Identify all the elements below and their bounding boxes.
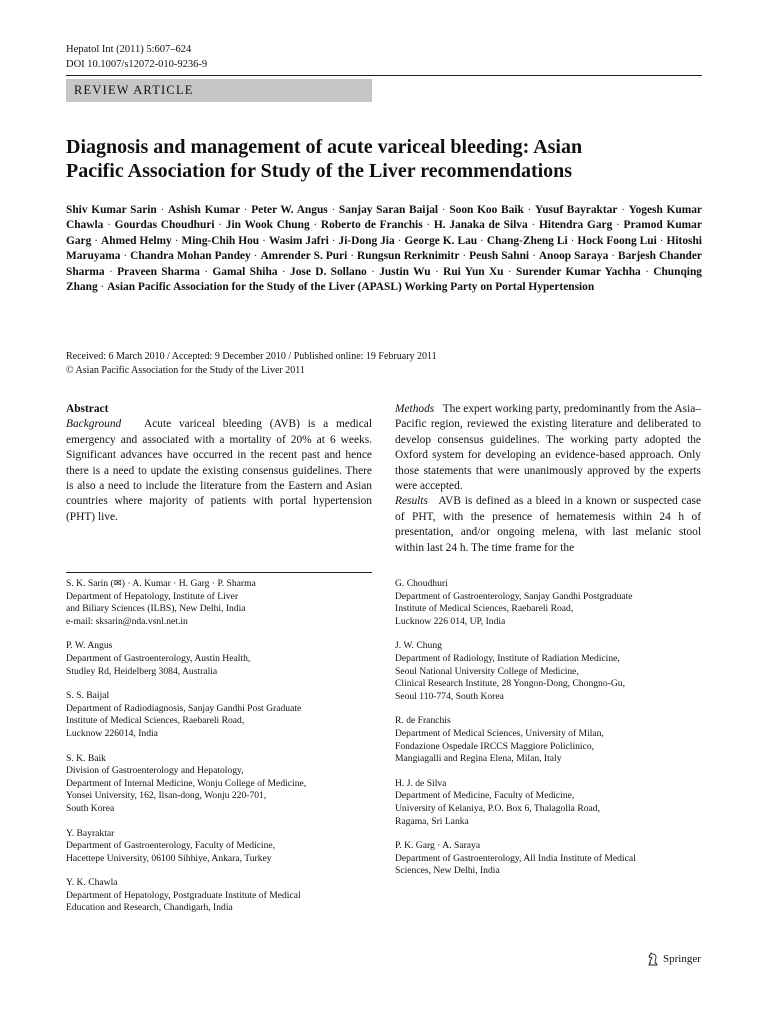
affiliation-block <box>66 690 376 740</box>
affiliation-names: Y. K. Chawla <box>66 877 118 889</box>
methods-text: The expert working party, predominantly from the Asia–Pacific region, reviewed the existing literature and deliberated to develop consensus guidelines. The working party adopted the Oxford system for developing an evidence-based approach. Only those statements that were unanimously approved by the experts were accepted. <box>395 403 701 493</box>
affiliation-names: R. de Franchis <box>395 715 451 727</box>
article-history <box>66 350 437 378</box>
affiliation-block <box>66 753 376 816</box>
author-separator: · <box>612 219 624 232</box>
author-name: Peush Sahni <box>469 250 530 263</box>
author-name: Rungsun Rerknimitr <box>357 250 460 263</box>
author-name: Chandra Mohan Pandey <box>130 250 251 263</box>
affiliation-names: J. W. Chung <box>395 640 442 652</box>
author-name: Roberto de Franchis <box>320 219 423 232</box>
journal-citation: Hepatol Int (2011) 5:607–624 <box>66 44 192 55</box>
author-separator: · <box>347 250 358 263</box>
email-link[interactable]: e-mail: sksarin@nda.vsnl.net.in <box>66 615 188 627</box>
doi[interactable]: DOI 10.1007/s12072-010-9236-9 <box>66 59 208 70</box>
author-name: Chunqing Zhang <box>66 265 702 294</box>
author-separator: · <box>91 234 102 247</box>
header-rule <box>66 75 702 76</box>
author-name: Jin Wook Chung <box>225 219 310 232</box>
affiliation-line: Department of Gastroenterology, Austin Health, <box>66 652 251 664</box>
author-separator: · <box>250 250 261 263</box>
history-dates: Received: 6 March 2010 / Accepted: 9 December 2010 / Published online: 19 February 2011 <box>66 351 437 362</box>
author-separator: · <box>104 265 118 278</box>
author-name: Ahmed Helmy <box>101 234 172 247</box>
author-name: Soon Koo Baik <box>449 204 524 216</box>
abstract-methods <box>395 402 701 494</box>
abstract-left-column <box>66 402 372 525</box>
author-name: H. Janaka de Silva <box>433 219 528 232</box>
author-separator: · <box>309 219 321 232</box>
affiliation-block <box>395 840 705 878</box>
affiliation-line: Sciences, New Delhi, India <box>395 865 500 877</box>
author-separator: · <box>277 265 290 278</box>
author-separator: · <box>459 250 470 263</box>
author-separator: · <box>103 219 115 232</box>
results-label: Results <box>395 495 428 508</box>
author-name: Ashish Kumar <box>167 204 241 216</box>
affiliation-line: Department of Medical Sciences, University of Milan, <box>395 727 604 739</box>
author-name: Amrender S. Puri <box>260 250 348 263</box>
affiliation-line: Fondazione Ospedale IRCCS Maggiore Policlinico, <box>395 740 595 752</box>
affiliation-line: and Biliary Sciences (ILBS), New Delhi, India <box>66 603 246 615</box>
affiliation-line: Department of Gastroenterology, All India Institute of Medical <box>395 852 636 864</box>
affiliation-line: Department of Gastroenterology, Sanjay Gandhi Postgraduate <box>395 590 633 602</box>
affiliation-names: H. J. de Silva <box>395 777 447 789</box>
affiliation-line: Department of Medicine, Faculty of Medicine, <box>395 790 575 802</box>
results-text: AVB is defined as a bleed in a known or suspected case of PHT, with the presence of hematemesis within 24 h of presentation, and/or ongoing melena, with last melanic stool within last 24 h. The time frame for the <box>395 495 701 554</box>
affiliation-line: Department of Hepatology, Postgraduate Institute of Medical <box>66 889 301 901</box>
author-separator: · <box>527 219 539 232</box>
abstract-results <box>395 494 701 556</box>
article-title <box>66 135 716 183</box>
author-separator: · <box>503 265 517 278</box>
affiliation-block <box>395 715 705 765</box>
author-separator: · <box>366 265 380 278</box>
author-name: Hock Foong Lui <box>577 234 657 247</box>
author-name: Anoop Saraya <box>538 250 609 263</box>
article-type-label: REVIEW ARTICLE <box>74 83 194 97</box>
author-separator: · <box>259 234 269 247</box>
author-name: Rui Yun Xu <box>443 265 504 278</box>
author-separator: · <box>422 219 434 232</box>
affiliation-line: South Korea <box>66 802 115 814</box>
author-separator: · <box>171 234 182 247</box>
affiliation-names: Y. Bayraktar <box>66 827 115 839</box>
affiliation-rule <box>66 572 372 573</box>
author-separator: · <box>529 250 539 263</box>
author-separator: · <box>430 265 444 278</box>
affiliation-line: Department of Internal Medicine, Wonju College of Medicine, <box>66 777 307 789</box>
author-name: Barjesh Chander Sharma <box>66 250 702 278</box>
affiliation-block <box>66 877 376 915</box>
affiliation-names: S. S. Baijal <box>66 690 110 702</box>
affiliation-names: G. Choudhuri <box>395 578 448 589</box>
author-name: Peter W. Angus <box>251 204 328 216</box>
affiliation-line: Institute of Medical Sciences, Raebareli Road, <box>395 603 574 615</box>
author-name: Gamal Shiha <box>212 265 278 278</box>
author-name: Shiv Kumar Sarin <box>66 204 157 216</box>
author-name: Yogesh Kumar Chawla <box>66 204 702 232</box>
author-separator: · <box>567 234 578 247</box>
affiliation-line: Education and Research, Chandigarh, India <box>66 902 233 914</box>
abstract-right-column <box>395 402 701 556</box>
author-name: Surender Kumar Yachha <box>516 265 641 278</box>
author-separator: · <box>608 250 619 263</box>
author-name: Ji-Dong Jia <box>338 234 395 247</box>
author-name: Praveen Sharma <box>117 265 200 278</box>
author-name: Justin Wu <box>379 265 431 278</box>
affiliation-names: P. W. Angus <box>66 640 113 652</box>
author-separator: · <box>523 204 536 216</box>
author-name: Pramod Kumar Garg <box>66 219 702 247</box>
author-name: Asian Pacific Association for the Study of the Liver (APASL) Working Party on Portal Hypertension <box>107 281 595 294</box>
abstract-background <box>66 417 372 525</box>
affiliation-names: S. K. Sarin (✉) · A. Kumar · H. Garg · P. Sharma <box>66 578 256 589</box>
title-line: Pacific Association for Study of the Liver recommendations <box>66 160 573 182</box>
journal-header <box>66 42 207 72</box>
affiliation-line: Clinical Research Institute, 28 Yongon-Dong, Chongno-Gu, <box>395 678 625 690</box>
springer-logo <box>646 952 701 966</box>
author-separator: · <box>120 250 131 263</box>
author-separator: · <box>156 204 168 216</box>
author-separator: · <box>438 204 450 216</box>
author-name: Gourdas Choudhuri <box>114 219 215 232</box>
author-name: Yusuf Bayraktar <box>535 204 618 216</box>
affiliation-line: Mangiagalli and Regina Elena, Milan, Italy <box>395 753 562 765</box>
springer-knight-icon <box>646 952 660 966</box>
affiliation-line: Hacettepe University, 06100 Sihhiye, Ankara, Turkey <box>66 852 272 864</box>
author-name: George K. Lau <box>404 234 478 247</box>
author-separator: · <box>327 204 339 216</box>
abstract-heading: Abstract <box>66 403 109 415</box>
affiliation-line: Division of Gastroenterology and Hepatology, <box>66 765 244 777</box>
author-separator: · <box>199 265 213 278</box>
affiliation-block <box>395 778 705 828</box>
affiliations-right <box>395 578 705 890</box>
affiliation-names: S. K. Baik <box>66 752 106 764</box>
author-separator: · <box>640 265 654 278</box>
affiliation-line: Ragama, Sri Lanka <box>395 815 469 827</box>
article-type-band <box>66 79 372 102</box>
author-list <box>66 203 702 295</box>
affiliation-block <box>395 578 705 628</box>
publisher-name: Springer <box>663 953 701 965</box>
affiliation-line: Studley Rd, Heidelberg 3084, Australia <box>66 665 218 677</box>
author-name: Jose D. Sollano <box>290 265 367 278</box>
title-line: Diagnosis and management of acute variceal bleeding: Asian <box>66 136 583 158</box>
affiliation-line: Department of Radiology, Institute of Radiation Medicine, <box>395 652 620 664</box>
affiliation-line: Institute of Medical Sciences, Raebareli Road, <box>66 715 245 727</box>
background-text: Acute variceal bleeding (AVB) is a medical emergency and associated with a mortality of 20% at 6 weeks. Significant advances have occurred in the recent past and hence there is a need to update the existing consensus guidelines. There is also a need to include the literature from the Eastern and Asian countries where majority of patients with portal hypertension (PHT) live. <box>66 418 372 523</box>
author-name: Hitoshi Maruyama <box>66 234 702 263</box>
author-name: Wasim Jafri <box>268 234 329 247</box>
affiliation-line: Department of Hepatology, Institute of Liver <box>66 590 239 602</box>
copyright-line: © Asian Pacific Association for the Study of the Liver 2011 <box>66 365 305 376</box>
author-separator: · <box>214 219 226 232</box>
author-name: Hitendra Garg <box>538 219 613 232</box>
author-separator: · <box>394 234 405 247</box>
author-name: Sanjay Saran Baijal <box>338 204 439 216</box>
affiliation-line: Department of Gastroenterology, Faculty of Medicine, <box>66 840 276 852</box>
affiliation-block <box>66 640 376 678</box>
affiliation-line: Lucknow 226 014, UP, India <box>395 615 506 627</box>
author-separator: · <box>477 234 487 247</box>
affiliation-line: Department of Radiodiagnosis, Sanjay Gandhi Post Graduate <box>66 702 302 714</box>
affiliation-line: Seoul National University College of Medicine, <box>395 665 579 677</box>
affiliation-line: Lucknow 226014, India <box>66 727 158 739</box>
author-separator: · <box>240 204 252 216</box>
author-name: Ming-Chih Hou <box>181 234 260 247</box>
affiliation-line: Seoul 110-774, South Korea <box>395 690 504 702</box>
author-separator: · <box>656 234 667 247</box>
author-separator: · <box>328 234 339 247</box>
affiliation-line: Yonsei University, 162, Ilsan-dong, Wonju 220-701, <box>66 790 267 802</box>
methods-label: Methods <box>395 403 435 415</box>
author-separator: · <box>97 281 108 294</box>
affiliation-block <box>395 640 705 703</box>
author-name: Chang-Zheng Li <box>486 234 568 247</box>
affiliation-block <box>66 578 376 628</box>
background-label: Background <box>66 418 122 431</box>
author-separator: · <box>617 204 629 216</box>
affiliation-names: P. K. Garg · A. Saraya <box>395 840 481 852</box>
affiliation-block <box>66 828 376 866</box>
affiliations-left <box>66 578 376 927</box>
affiliation-line: University of Kelaniya, P.O. Box 6, Thalagolla Road, <box>395 802 600 814</box>
